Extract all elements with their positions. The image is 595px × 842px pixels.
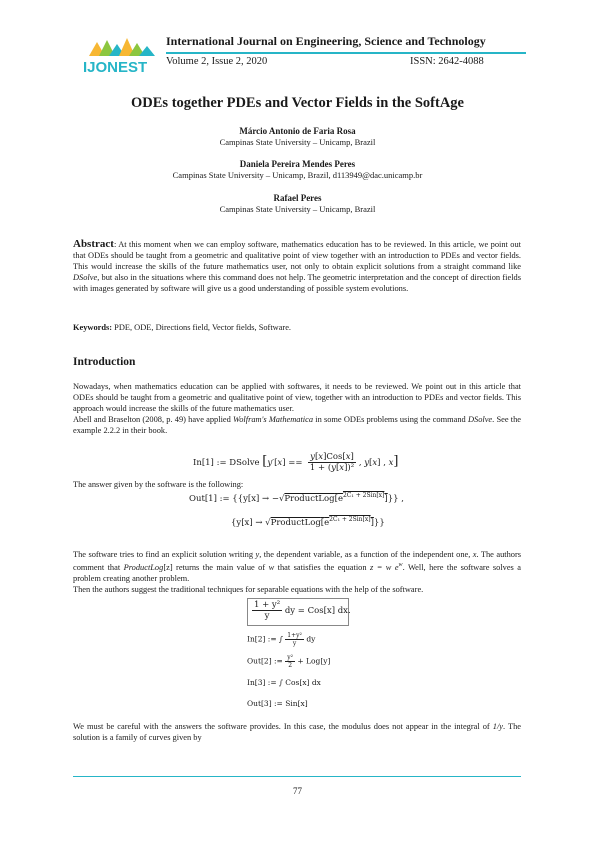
abstract-emphasis: DSolve [73, 273, 98, 282]
footer-rule [73, 776, 521, 777]
author-affiliation: Campinas State University – Unicamp, Brazil [219, 204, 376, 214]
math-text: 2C₁ + 2Sin[x] [329, 516, 371, 523]
logo-text: IJONEST [83, 59, 148, 74]
intro-text: . See the example 2.2.2 in their book. [73, 415, 521, 435]
intro-text: . The authors comment that [73, 550, 522, 572]
intro-emphasis: ProductLog [123, 562, 164, 572]
math-text: y [292, 640, 297, 647]
intro-text: The software tries to find an explicit solution writing [73, 550, 256, 559]
header-rule [166, 52, 526, 54]
intro-text: . The solution is a family of curves given by [73, 722, 521, 742]
author-name: Daniela Pereira Mendes Peres [239, 159, 356, 169]
math-in1: In[1] := DSolve [y′[x] == $\frac{\text{y[x]Cos[x]}}{\text{1 + (y[x])²}}$ , y[x] , x] [193, 452, 399, 473]
intro-emphasis: 1/y [492, 722, 503, 731]
author-affiliation: Campinas State University – Unicamp, Brazil, d113949@dac.unicamp.br [172, 170, 423, 180]
math-text: 1+y² [287, 632, 302, 639]
intro-text: that satisfies the equation [274, 562, 370, 572]
math-out1-line2: $\{y[x] \to √ProductLog[e^{2C_1 + 2Sin[x]}]\}$} [231, 516, 385, 528]
math-box [252, 600, 351, 621]
math-text: Out[2] := [247, 656, 283, 666]
math-text: ProductLog [270, 517, 321, 528]
intro-emphasis: w [268, 562, 275, 572]
issn: ISSN: 2642-4088 [410, 56, 484, 67]
abstract [73, 239, 521, 294]
intro-emphasis: DSolve [467, 415, 493, 424]
section-heading: Introduction [73, 356, 136, 368]
math-text: y [264, 611, 270, 621]
answer-line: The answer given by the software is the following: [73, 480, 244, 489]
abstract-text: : At this moment when we can employ software, mathematics education has to be reviewed. In this article, we point out that ODEs should be taught from a geometric and qualitative point of view together with an introduction to PDEs and vector fields. This would increase the skills of the future mathematics user, not only to obtain explicit solutions from a straight command like [73, 240, 521, 271]
math-text: e [337, 493, 343, 504]
author-affiliation: Campinas State University – Unicamp, Brazil [219, 137, 376, 147]
math-text: {y[x] → [231, 517, 266, 528]
intro-text: Nowadays, when mathematics education can be applied with softwares, it needs to be reviewed. We point out in this article that ODEs should be taught from a geometric and qualitative point of view, together with an introduction to PDEs and vector fields. This approach would increase the skills of the future mathematics user. [73, 382, 521, 413]
math-text: dy [306, 634, 316, 644]
math-text: Out[1] := {{y[x] → − [189, 493, 279, 504]
journal-title: International Journal on Engineering, Science and Technology [166, 34, 486, 48]
keywords-label: Keywords: [73, 323, 113, 332]
intro-text: Abell and Braselton (2008, p. 49) have applied [73, 415, 234, 424]
intro-emphasis: y [255, 550, 260, 559]
intro-text: . Well, here the software solves a problem creating another problem. [73, 562, 521, 583]
intro-emphasis: z = w e [370, 562, 399, 572]
math-out2 [247, 654, 330, 669]
keywords-text: PDE, ODE, Directions field, Vector fields, Software. [112, 323, 292, 332]
intro-text: Then the authors suggest the traditional techniques for separable equations with the help of the software. [73, 584, 424, 594]
math-out1: Out[1] := $\{\{y[x] \to -√ProductLog[e^{2C_1 + 2Sin[x]}]\}\}$ , [189, 492, 404, 504]
intro-text: [z] [163, 562, 173, 572]
volume-issue: Volume 2, Issue 2, 2020 [166, 56, 268, 67]
math-text: In[2] := ∫ [247, 634, 283, 644]
intro-emphasis: x [472, 550, 477, 559]
author-name: Márcio Antonio de Faria Rosa [239, 126, 356, 136]
math-in3: In[3] := ∫ Cos[x] dx [247, 678, 321, 687]
intro-text: returns the main value of [172, 562, 269, 572]
math-text: ProductLog [284, 493, 335, 504]
intro-text: We must be careful with the answers the software provides. In this case, the modulus does not appear in the integral of [73, 722, 493, 731]
intro-emphasis: w [398, 562, 403, 568]
math-text: 2 [288, 662, 293, 669]
abstract-text: , but also in the situations where this command does not help. The geometric interpretation and the concept of direction fields with images generated by software will give us a good understanding of possible system evolutions. [73, 273, 521, 293]
math-out3: Out[3] := Sin[x] [247, 699, 308, 708]
math-text: 1 + y² [254, 600, 281, 610]
math-text: In[1] := DSolve [193, 458, 260, 468]
math-text: e [324, 517, 330, 528]
intro-paragraph [73, 381, 521, 436]
abstract-label: Abstract [73, 238, 114, 250]
intro-text: in some ODEs problems using the command [313, 415, 468, 424]
math-in2 [247, 632, 315, 647]
intro-emphasis: Wolfram's Mathematica [233, 415, 314, 424]
keywords [73, 322, 521, 333]
intro-paragraph [73, 549, 521, 595]
intro-text: , the dependent variable, as a function of the independent one, [259, 550, 473, 559]
intro-paragraph [73, 721, 521, 743]
math-text: 2C₁ + 2Sin[x] [342, 492, 385, 499]
math-text: y² [287, 654, 293, 661]
journal-logo [83, 34, 161, 74]
paper-title: ODEs together PDEs and Vector Fields in the SoftAge [131, 95, 464, 111]
page-number: 77 [293, 786, 302, 796]
math-text: dy = Cos[x] dx. [284, 606, 351, 616]
math-text: + Log[y] [295, 656, 331, 666]
author-name: Rafael Peres [273, 193, 322, 203]
